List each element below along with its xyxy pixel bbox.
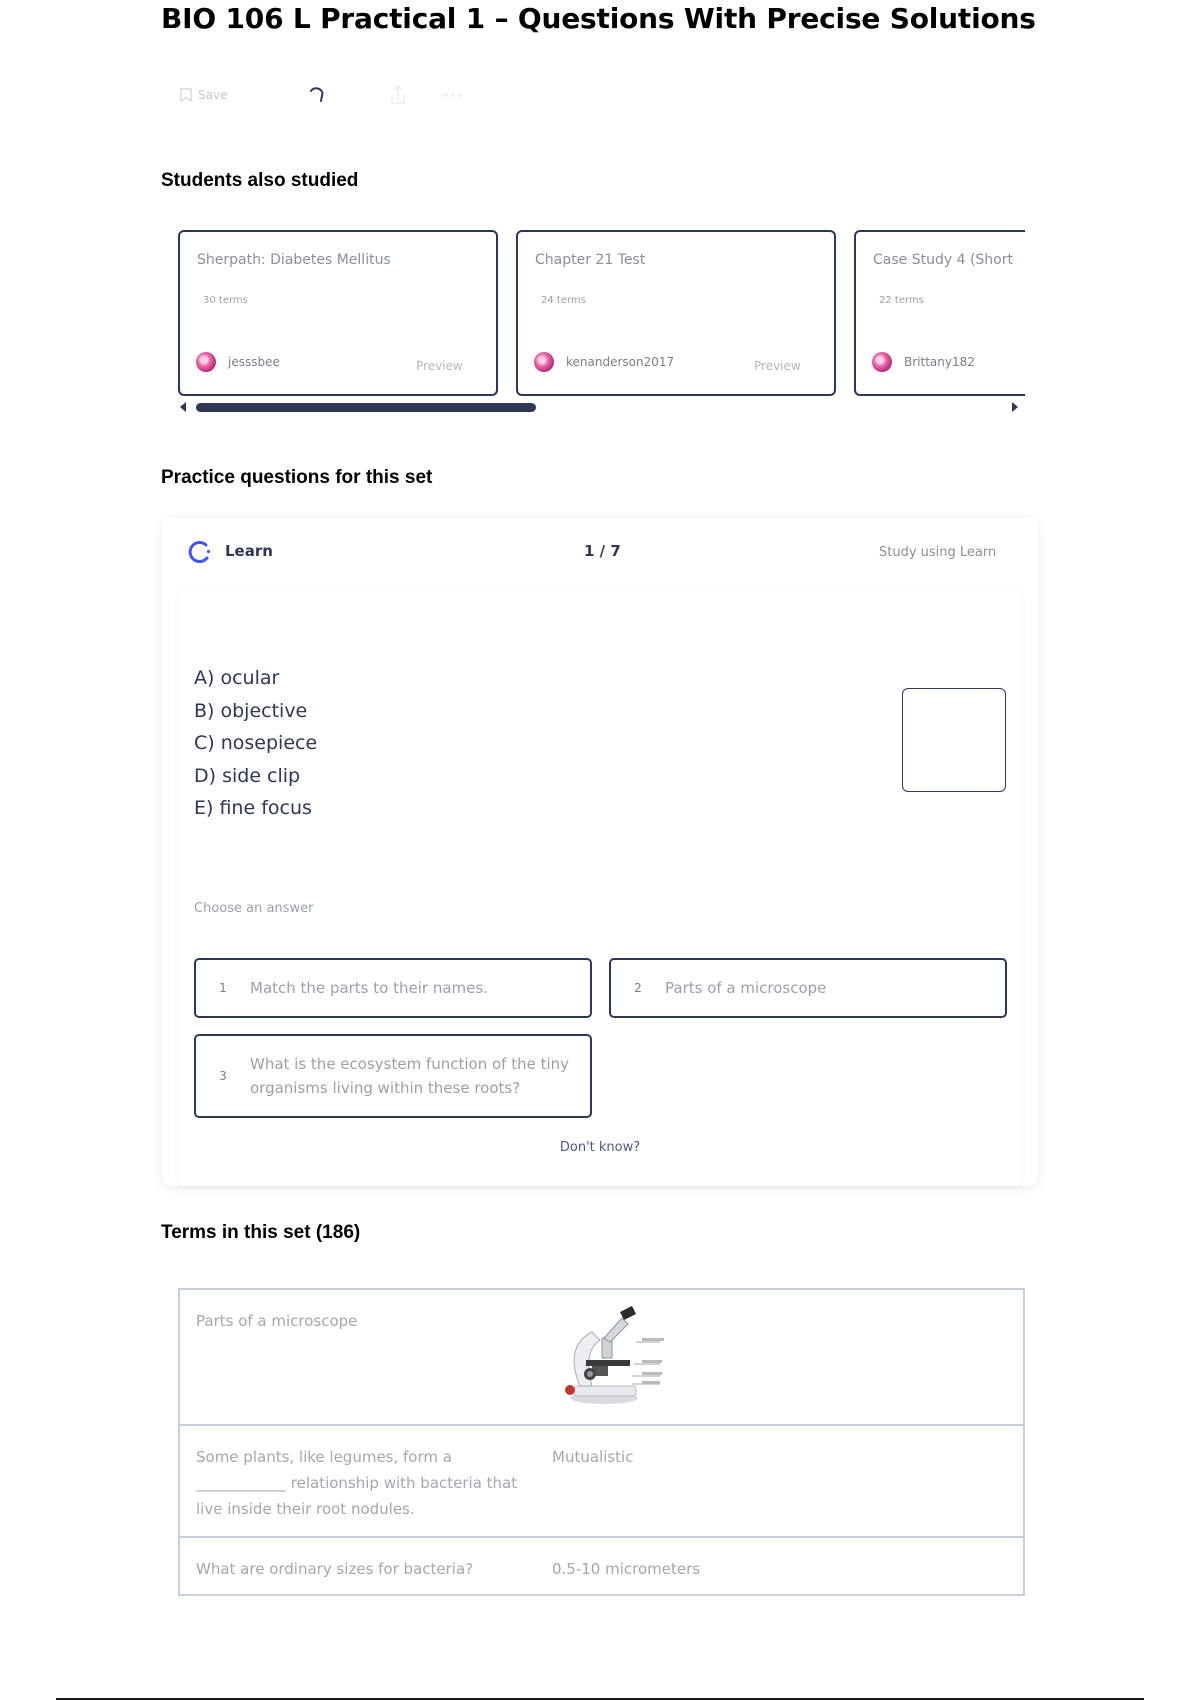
term-text: What are ordinary sizes for bacteria?: [196, 1560, 474, 1578]
scroll-right-arrow-icon[interactable]: [1012, 402, 1018, 412]
term-row: [180, 1290, 1023, 1424]
question-options: [194, 662, 317, 825]
spinner-icon[interactable]: [308, 86, 326, 104]
answer-number: 2: [634, 981, 642, 995]
term-text: Some plants, like legumes, form a ____________ relationship with bacteria that live inside their root nodules.: [196, 1448, 518, 1518]
choose-answer-label: Choose an answer: [194, 901, 314, 916]
term-text: Parts of a microscope: [196, 1312, 358, 1330]
answer-number: 1: [219, 981, 227, 995]
preview-button[interactable]: Preview: [754, 359, 801, 373]
carousel-scrollbar[interactable]: [196, 403, 536, 412]
term-row: [180, 1424, 1023, 1536]
mode-label: Learn: [225, 542, 273, 560]
card-title: Chapter 21 Test: [535, 252, 646, 268]
page-title: BIO 106 L Practical 1 – Questions With Precise Solutions: [161, 2, 1036, 35]
save-label: Save: [198, 88, 228, 102]
answer-text: Match the parts to their names.: [250, 979, 488, 997]
card-term-count: 24 terms: [541, 295, 586, 306]
microscope-diagram-image[interactable]: [552, 1302, 670, 1408]
answer-text: What is the ecosystem function of the tiny organisms living within these roots?: [250, 1055, 570, 1097]
dont-know-link[interactable]: Don't know?: [559, 1140, 641, 1155]
study-using-learn-link[interactable]: Study using Learn: [879, 545, 997, 560]
study-set-card[interactable]: [178, 230, 498, 396]
term-row: [180, 1536, 1023, 1594]
card-term-count: 22 terms: [879, 295, 924, 306]
question-card: [178, 588, 1022, 1186]
more-icon[interactable]: [442, 90, 464, 100]
question-counter: 1 / 7: [584, 542, 621, 560]
preview-button[interactable]: Preview: [416, 359, 463, 373]
card-username[interactable]: Brittany182: [904, 355, 975, 369]
study-set-carousel: [178, 230, 1025, 415]
answer-number: 3: [219, 1069, 227, 1083]
card-term-count: 30 terms: [203, 295, 248, 306]
card-username[interactable]: kenanderson2017: [566, 355, 675, 369]
share-icon[interactable]: [389, 84, 407, 106]
option-text: B) objective: [194, 699, 308, 722]
learn-icon: [186, 539, 212, 565]
card-username[interactable]: jesssbee: [228, 355, 280, 369]
option-text: D) side clip: [194, 764, 301, 787]
option-text: C) nosepiece: [194, 732, 318, 754]
option-text: A) ocular: [194, 667, 280, 689]
avatar: [872, 352, 892, 372]
card-title: Sherpath: Diabetes Mellitus: [197, 252, 391, 268]
study-set-card[interactable]: [516, 230, 836, 396]
avatar: [196, 352, 216, 372]
avatar: [534, 352, 554, 372]
terms-in-set-heading: Terms in this set (186): [161, 1222, 361, 1243]
practice-question-panel: [162, 518, 1038, 1186]
terms-list: [178, 1288, 1025, 1596]
answer-option-2[interactable]: [609, 958, 1007, 1018]
practice-questions-heading: Practice questions for this set: [161, 467, 433, 488]
save-button[interactable]: [180, 88, 227, 102]
definition-text: Mutualistic: [552, 1448, 634, 1466]
question-image-placeholder[interactable]: [902, 688, 1006, 792]
scroll-left-arrow-icon[interactable]: [180, 402, 186, 412]
option-text: E) fine focus: [194, 797, 312, 819]
students-also-studied-heading: Students also studied: [161, 170, 359, 191]
card-title: Case Study 4 (Short: [873, 252, 1013, 268]
answer-option-1[interactable]: [194, 958, 592, 1018]
bookmark-icon: [180, 88, 192, 102]
study-set-card[interactable]: [854, 230, 1025, 396]
answer-option-3[interactable]: [194, 1034, 592, 1118]
definition-text: 0.5-10 micrometers: [552, 1560, 701, 1578]
answer-text: Parts of a microscope: [665, 979, 827, 997]
